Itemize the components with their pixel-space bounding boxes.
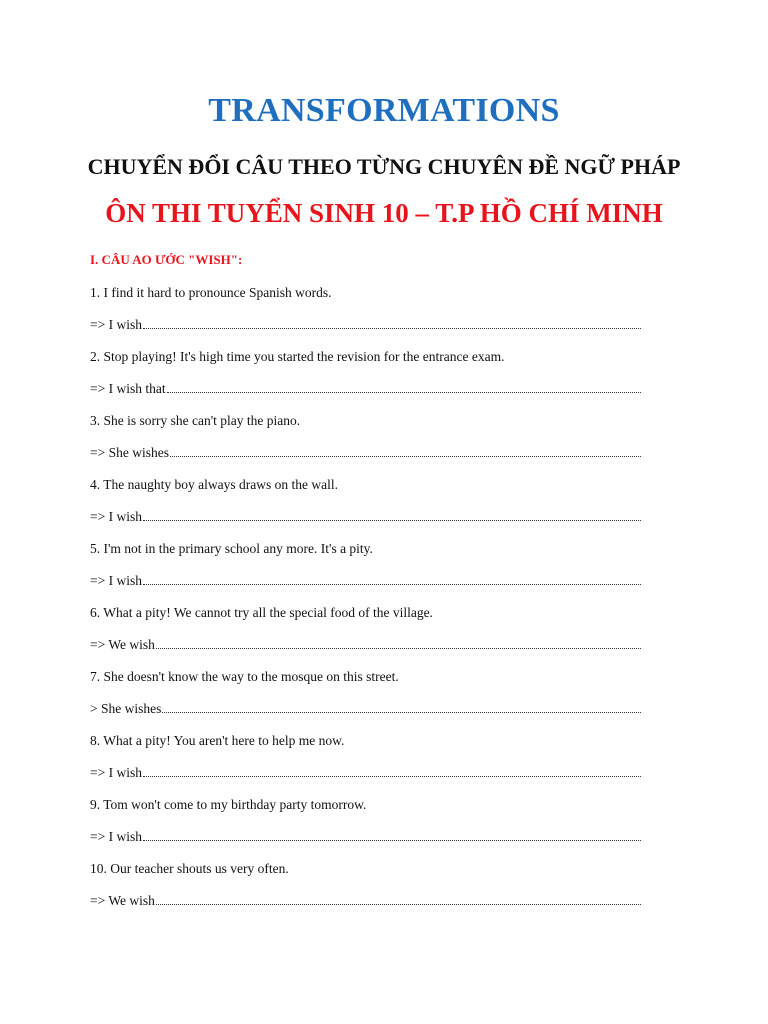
- page-subtitle: CHUYỂN ĐỔI CÂU THEO TỪNG CHUYÊN ĐỀ NGỮ PHÁP: [87, 154, 681, 179]
- answer-blank: [143, 318, 641, 329]
- answer-blank: [162, 702, 641, 713]
- answer-prefix: => We wish: [90, 637, 155, 652]
- answer-prefix: => I wish: [90, 317, 142, 332]
- answer-prefix: => I wish: [90, 573, 142, 588]
- answer-line-2: [90, 381, 641, 397]
- answer-line-8: [90, 765, 641, 781]
- answer-blank: [170, 446, 641, 457]
- question-2: 2. Stop playing! It's high time you started the revision for the entrance exam.: [90, 349, 505, 364]
- answer-line-5: [90, 573, 641, 589]
- answer-blank: [143, 830, 641, 841]
- answer-line-6: [90, 637, 641, 653]
- answer-line-4: [90, 509, 641, 525]
- answer-blank: [156, 894, 641, 905]
- question-5: 5. I'm not in the primary school any more. It's a pity.: [90, 541, 373, 556]
- answer-prefix: => I wish that: [90, 381, 166, 396]
- exam-subtitle: ÔN THI TUYỂN SINH 10 – T.P HỒ CHÍ MINH: [105, 198, 663, 228]
- page-title: TRANSFORMATIONS: [208, 92, 560, 129]
- answer-line-1: [90, 317, 641, 333]
- answer-line-3: [90, 445, 641, 461]
- question-6: 6. What a pity! We cannot try all the special food of the village.: [90, 605, 433, 620]
- question-7: 7. She doesn't know the way to the mosque on this street.: [90, 669, 399, 684]
- answer-prefix: => We wish: [90, 893, 155, 908]
- answer-prefix: => I wish: [90, 829, 142, 844]
- answer-prefix: => I wish: [90, 765, 142, 780]
- question-8: 8. What a pity! You aren't here to help me now.: [90, 733, 345, 748]
- answer-blank: [167, 382, 641, 393]
- question-9: 9. Tom won't come to my birthday party tomorrow.: [90, 797, 367, 812]
- answer-blank: [143, 766, 641, 777]
- question-1: 1. I find it hard to pronounce Spanish words.: [90, 285, 332, 300]
- question-4: 4. The naughty boy always draws on the wall.: [90, 477, 338, 492]
- question-10: 10. Our teacher shouts us very often.: [90, 861, 289, 876]
- answer-line-10: [90, 893, 641, 909]
- answer-prefix: > She wishes: [90, 701, 162, 716]
- answer-line-7: [90, 701, 641, 717]
- answer-line-9: [90, 829, 641, 845]
- answer-blank: [143, 510, 641, 521]
- question-3: 3. She is sorry she can't play the piano.: [90, 413, 301, 428]
- answer-prefix: => I wish: [90, 509, 142, 524]
- section-heading: I. CÂU AO ƯỚC "WISH":: [90, 252, 243, 267]
- answer-blank: [143, 574, 641, 585]
- answer-prefix: => She wishes: [90, 445, 169, 460]
- answer-blank: [156, 638, 641, 649]
